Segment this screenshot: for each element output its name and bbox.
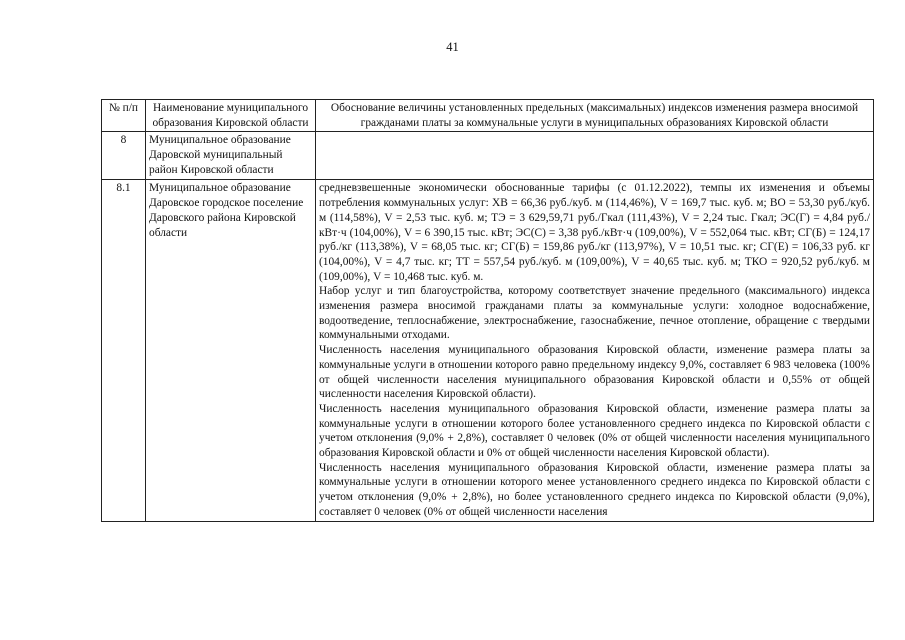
- row-justification: [316, 180, 874, 521]
- page-number: 41: [446, 40, 459, 54]
- row-municipality: Муниципальное образование Даровское городское поселение Даровского района Кировской области: [146, 180, 316, 521]
- table-row: [102, 132, 874, 180]
- row-number: 8.1: [102, 180, 146, 521]
- indices-table: [101, 99, 874, 522]
- row-municipality: Муниципальное образование Даровской муниципальный район Кировской области: [146, 132, 316, 180]
- population-above-paragraph: Численность населения муниципального образования Кировской области, изменение размера платы за коммунальные услуги в отношении которого более установленного среднего индекса по Кировской области с учетом отклонения (9,0% + 2,8%), составляет 0 человек (0% от общей численности населения муниципального образования Кировской области и 0% от общей численности населения Кировской области).: [319, 402, 870, 460]
- table-header-row: [102, 100, 874, 132]
- population-equal-paragraph: Численность населения муниципального образования Кировской области, изменение размера платы за коммунальные услуги в отношении которого равно предельному индексу 9,0%, составляет 6 983 человека (100% от общей численности населения муниципального образования Кировской области и 0,55% от общей численности населения Кировской области).: [319, 344, 870, 401]
- row-justification-empty: [316, 132, 874, 180]
- table-row: [102, 180, 874, 521]
- header-municipality: Наименование муниципального образования Кировской области: [146, 100, 316, 132]
- row-number: 8: [102, 132, 146, 180]
- header-number: № п/п: [102, 100, 146, 132]
- services-paragraph: Набор услуг и тип благоустройства, которому соответствует значение предельного (максимального) индекса изменения размера вносимой гражданами платы за коммунальные услуги: холодное водоснабжение, водоотведение, теплоснабжение, электроснабжение, газоснабжение, печное отопление, обращение с твердыми коммунальными отходами.: [319, 285, 870, 342]
- tariffs-paragraph: средневзвешенные экономически обоснованные тарифы (с 01.12.2022), темпы их изменения и объемы потребления коммунальных услуг: ХВ = 66,36 руб./куб. м (114,46%), V = 169,7 тыс. куб. м; ВО = 53,30 руб./куб. м (114,58%), V = 2,53 тыс. куб. м; ТЭ = 3 629,59,71 руб./Гкал (111,43%), V = 2,24 тыс. Гкал; ЭС(Г) = 4,84 руб./кВт·ч (104,00%), V = 6 390,15 тыс. кВт; ЭС(С) = 3,38 руб./кВт·ч (109,00%), V = 552,064 тыс. кВт; СГ(Б) = 124,17 руб./кг (113,38%), V = 68,05 тыс. кг; СГ(Б) = 159,86 руб./кг (113,97%), V = 10,51 тыс. кг; СГ(Е) = 106,33 руб. кг (104,00%), V = 4,7 тыс. кг; ТТ = 557,54 руб./куб. м (109,00%), V = 40,65 тыс. куб. м; ТКО = 920,52 руб./куб. м (109,00%), V = 10,468 тыс. куб. м.: [319, 182, 870, 283]
- population-below-paragraph: Численность населения муниципального образования Кировской области, изменение размера платы за коммунальные услуги в отношении которого менее установленного среднего индекса по Кировской области с учетом отклонения (9,0% + 2,8%), но более установленного среднего индекса по Кировской области (9,0%), составляет 0 человек (0% от общей численности населения: [319, 461, 870, 518]
- header-justification: Обоснование величины установленных предельных (максимальных) индексов изменения размера вносимой гражданами платы за коммунальные услуги в муниципальных образованиях Кировской области: [316, 100, 874, 132]
